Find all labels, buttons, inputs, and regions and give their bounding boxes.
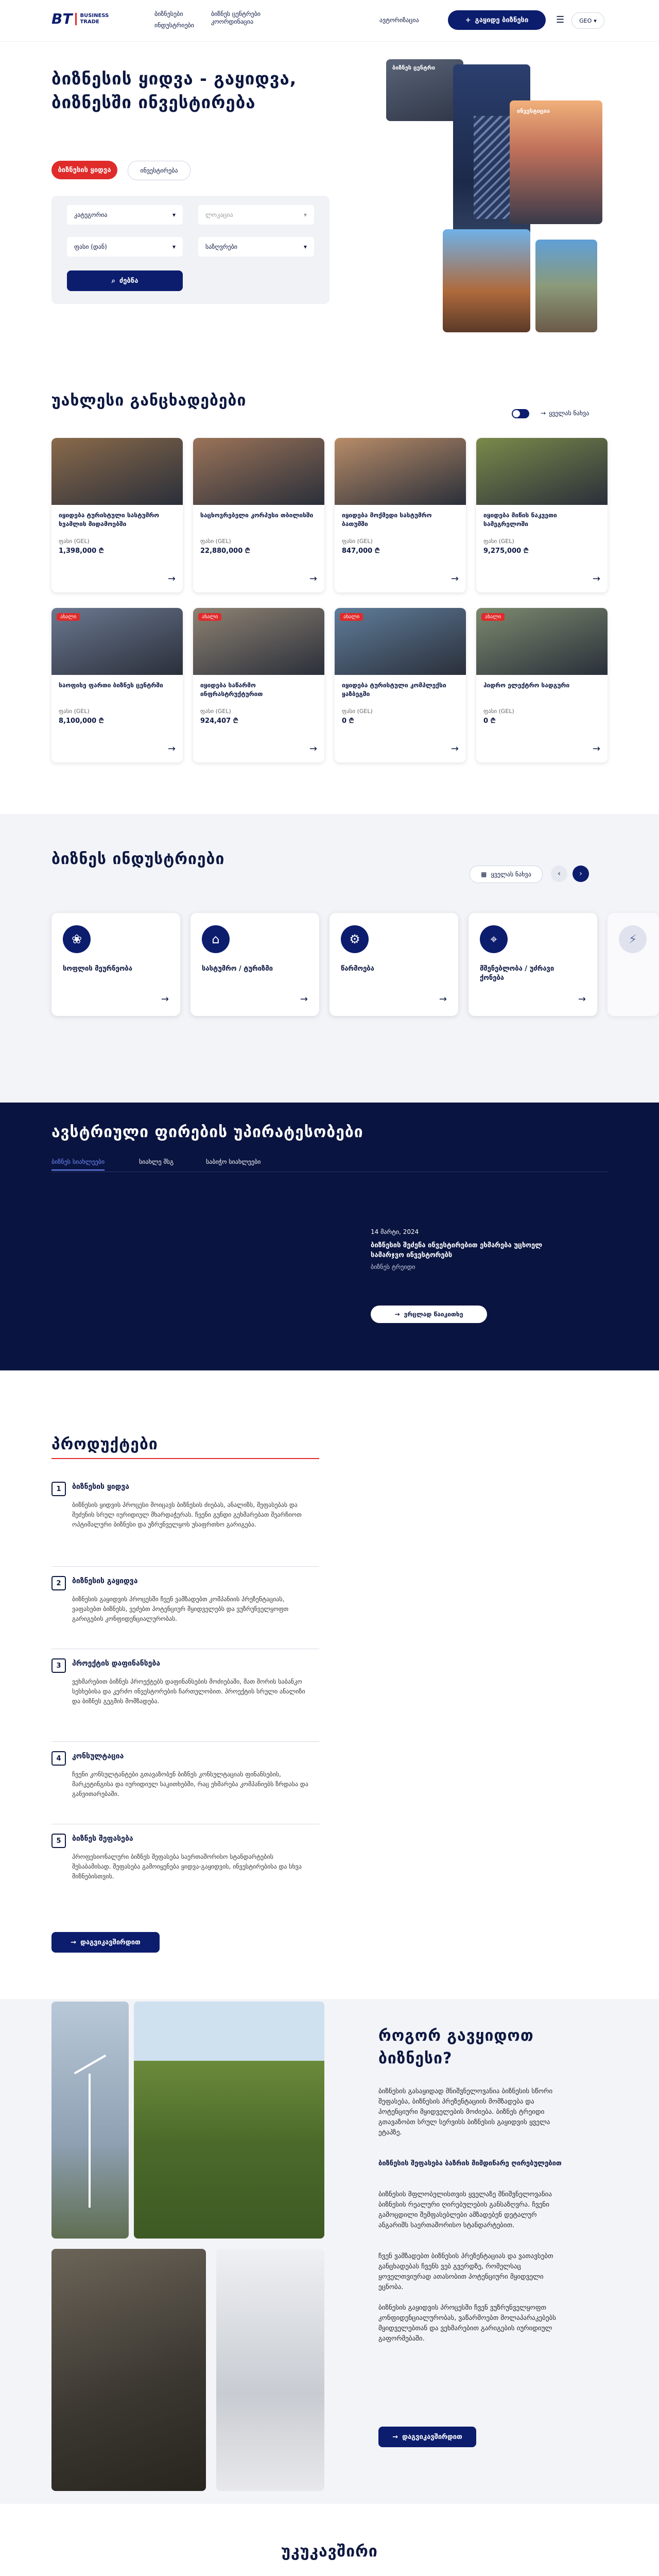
plus-icon: +: [465, 16, 471, 24]
location-icon-glyph: ⌖: [490, 932, 497, 946]
news-read-more[interactable]: [371, 1306, 487, 1323]
filter-location-label: ლოკაცია: [205, 211, 233, 218]
hero-collage: [381, 59, 608, 348]
industry-prev-button[interactable]: ‹: [551, 866, 567, 882]
news-tab-1[interactable]: ბიზნეს სიახლეები: [51, 1158, 105, 1171]
listing-title: იყიდება საწარმო ინფრასტრუქტურით: [200, 682, 263, 698]
listing-price: 0 ₾: [483, 717, 496, 725]
search-label: ძებნა: [119, 277, 138, 285]
tab-invest[interactable]: ინვესტირება: [128, 161, 190, 180]
filter-price-min-label: ფასი (დან): [74, 243, 107, 250]
process-number: 5: [51, 1834, 66, 1848]
login-link[interactable]: ავტორიზაცია: [379, 16, 419, 24]
why-image-vineyard: [134, 2002, 324, 2239]
industry-label: სოფლის მეურნეობა: [63, 965, 132, 973]
factory-icon-glyph: ⚙: [349, 932, 360, 946]
arrow-right-icon[interactable]: →: [439, 994, 447, 1005]
why-p3: ჩვენ ვამზადებთ ბიზნესის პრეზენტაციას და ვათავსებთ განცხადებას ჩვენს ვებ გვერდზე, რომელსაც ყოველთვიურად ათასობით პოტენციური მყიდველი ეცნობა.: [378, 2252, 553, 2291]
leaf-icon-glyph: ❀: [71, 932, 82, 946]
logo-line1: BUSINESS: [80, 12, 109, 19]
news-headline: ბიზნესის შეძენა ინვესტირებით ეხმარება უცხოელ სამარჯვო ინვესტორებს: [371, 1242, 543, 1259]
process-cta-button[interactable]: [51, 1932, 160, 1953]
listing-price: 1,398,000 ₾: [59, 547, 104, 555]
industry-label: მშენებლობა / უძრავი ქონება: [480, 965, 554, 982]
arrow-right-icon: →: [394, 1311, 400, 1318]
why-p1: ბიზნესის გასაყიდად მნიშვნელოვანია ბიზნესის სწორი შეფასება, ბიზნესის პრეზენტაციის მომზადება და პოტენციური მყიდველების მოძიება. ბიზნეს ტრეიდი გთავაზობთ სრულ სერვისს ბიზნესის გაყიდვის ყველა ეტაპზე.: [378, 2088, 553, 2137]
listing-title: იყიდება მოქმედი სასტუმრო ბათუმში: [342, 512, 432, 528]
hero-image-5: [535, 240, 597, 332]
process-item-text: ბიზნესის გაყიდვის პროცესში ჩვენ ვამზადებთ კომპანიის პრეზენტაციას, ვაფასებთ ბიზნესს, ვეძებთ პოტენციურ მყიდველებს და ვუზრუნველყოფთ გარიგების კონფიდენციალურობას.: [72, 1596, 289, 1622]
why-images: [51, 2002, 324, 2491]
listing-title: საცხოვრებელი კორპუსი თბილისში: [200, 512, 314, 519]
listing-price-label: ფასი (GEL): [200, 708, 231, 715]
nav-business-centers[interactable]: [211, 10, 261, 26]
hero-search-panel: [51, 196, 330, 304]
why-p4: ბიზნესის გაყიდვის პროცესში ჩვენ ვუზრუნველყოფთ კონფიდენციალურობას, ვაწარმოებთ მოლაპარაკებებს მყიდველებთან და ვეხმარებით გარიგების იურიდიულ გაფორმებაში.: [378, 2304, 556, 2343]
tab-buy[interactable]: ბიზნესის ყიდვა: [51, 161, 117, 179]
industry-card[interactable]: [190, 913, 319, 1016]
logo-line2: TRADE: [80, 19, 99, 25]
hero-tag-2: ინვესტიცია: [517, 108, 550, 114]
industry-next-button[interactable]: ›: [573, 866, 589, 882]
energy-icon: [619, 925, 647, 953]
logo[interactable]: [51, 10, 109, 27]
industries-title: ბიზნეს ინდუსტრიები: [51, 850, 225, 868]
lang-select[interactable]: [571, 12, 604, 29]
industry-label: სასტუმრო / ტურიზმი: [202, 965, 273, 973]
energy-icon-glyph: ⚡: [628, 932, 637, 946]
process-title: პროდუქტები: [51, 1435, 158, 1453]
factory-icon: [341, 925, 369, 953]
why-image-office: [51, 2249, 206, 2491]
arrow-right-icon[interactable]: →: [592, 573, 600, 584]
listing-badge: ახალი: [57, 613, 80, 621]
hero-image-1: [386, 59, 463, 121]
listing-price-label: ფასი (GEL): [483, 538, 514, 545]
search-icon: ⌕: [111, 277, 115, 285]
listing-card[interactable]: [51, 608, 183, 762]
why-image-wind: [51, 2002, 129, 2239]
hotel-icon-glyph: ⌂: [212, 932, 220, 946]
chevron-down-icon: ▾: [172, 211, 176, 218]
why-title: როგორ გავყიდოთ ბიზნესი?: [378, 2027, 534, 2067]
news-tab-2[interactable]: სიახლე მსგ: [139, 1158, 174, 1165]
industries-view-all[interactable]: [470, 866, 543, 883]
nav-bc-line2: კოორდინაცია: [211, 18, 254, 25]
industry-card[interactable]: [469, 913, 597, 1016]
chevron-down-icon: ▾: [594, 17, 597, 24]
filter-category-label: კატეგორია: [74, 211, 108, 218]
toggle-knob: [513, 410, 520, 417]
listing-price: 0 ₾: [342, 717, 354, 725]
listing-card[interactable]: [193, 438, 324, 592]
menu-icon[interactable]: ☰: [556, 14, 565, 25]
news-read-more-label: ვრცლად წაიკითხე: [404, 1311, 463, 1318]
industry-card[interactable]: [608, 913, 659, 1016]
listing-badge: ახალი: [481, 613, 505, 621]
process-item-text: პროფესიონალური ბიზნეს შეფასება საერთაშორისო სტანდარტების შესაბამისად. შეფასება გამოიყენება ყიდვა-გაყიდვის, ინვესტირებისა და სხვა მიზნებისთვის.: [72, 1853, 302, 1880]
listing-image: [51, 608, 183, 675]
process-item[interactable]: [51, 1472, 319, 1566]
arrow-right-icon[interactable]: →: [167, 573, 176, 584]
why-p2: ბიზნესის მფლობელისთვის ყველაზე მნიშვნელოვანია ბიზნესის რეალური ღირებულების განსაზღვრა. ჩვენი გამოცდილი შემფასებლები ამზადებენ დეტალურ ანგარიშს საერთაშორისო სტანდარტებით.: [378, 2191, 552, 2229]
process-item-text: ჩვენი კონსულტანტები გთავაზობენ ბიზნეს კონსულტაციას ფინანსების, მარკეტინგისა და იურიდიულ საკითხებში, რაც ეხმარება კომპანიებს ზრდასა და განვითარებაში.: [72, 1771, 308, 1798]
listing-card[interactable]: [193, 608, 324, 762]
filter-location[interactable]: [198, 205, 314, 225]
listing-price: 924,407 ₾: [200, 717, 238, 725]
process-item-title: ბიზნესის გაყიდვა: [72, 1577, 138, 1585]
lang-value: GEO: [579, 17, 592, 24]
process-item[interactable]: [51, 1649, 319, 1742]
nav-industries[interactable]: ინდუსტრიები: [154, 22, 194, 29]
latest-title: უახლესი განცხადებები: [51, 392, 247, 410]
process-number: 4: [51, 1751, 66, 1766]
arrow-right-icon[interactable]: →: [450, 573, 459, 584]
chevron-down-icon: ▾: [303, 243, 307, 250]
sell-label: გაყიდე ბიზნესი: [475, 16, 529, 24]
hero-tag-1: ბიზნეს ცენტრი: [392, 64, 436, 71]
listing-title: იყიდება ტურისტული სასტუმრო ხვამლის მიდამოებში: [59, 512, 160, 528]
why-cta-label: დაგვიკავშირდით: [402, 2433, 462, 2441]
process-item[interactable]: [51, 1824, 319, 1907]
arrow-right-icon: →: [71, 1938, 77, 1946]
listing-card[interactable]: [51, 438, 183, 592]
listing-card[interactable]: [476, 438, 608, 592]
news-tab-3[interactable]: საბიჭო სიახლეები: [206, 1158, 261, 1165]
why-p2-title: ბიზნესის შეფასება ბაზრის მიმდინარე ღირებულებით: [378, 2160, 562, 2167]
grid-icon: ▦: [481, 871, 487, 878]
arrow-right-icon: →: [392, 2433, 398, 2441]
listing-title: ჰიდრო ელექტრო სადგური: [483, 682, 570, 689]
process-number: 2: [51, 1576, 66, 1590]
hero-image-4: [443, 229, 530, 332]
logo-bt: BT: [51, 10, 73, 27]
listing-card[interactable]: [335, 438, 466, 592]
testimonials-title: უკუკავშირი: [281, 2543, 378, 2561]
process-number: 3: [51, 1658, 66, 1673]
filter-price-max-label: საზღვრები: [205, 243, 238, 250]
arrow-right-icon[interactable]: →: [592, 743, 600, 754]
location-icon: [480, 925, 508, 953]
listing-image: [193, 608, 324, 675]
search-button[interactable]: [67, 270, 183, 291]
process-item-title: ბიზნესის ყიდვა: [72, 1483, 129, 1491]
process-item-title: ბიზნეს შეფასება: [72, 1835, 133, 1843]
arrow-right-icon[interactable]: →: [309, 573, 317, 584]
latest-see-all-label: ყველას ნახვა: [549, 410, 589, 417]
news-date: 14 მარტი, 2024: [371, 1228, 419, 1235]
arrow-right-icon[interactable]: →: [161, 994, 169, 1005]
process-item-title: კონსულტაცია: [72, 1752, 124, 1760]
hotel-icon: [202, 925, 230, 953]
process-item[interactable]: [51, 1566, 319, 1649]
arrow-right-icon[interactable]: →: [578, 994, 586, 1005]
arrow-right-icon[interactable]: →: [300, 994, 308, 1005]
process-number: 1: [51, 1482, 66, 1496]
process-item-title: პროექტის დაფინანსება: [72, 1659, 161, 1668]
news-title: ავსტრიული ფირების უპირატესობები: [51, 1123, 363, 1141]
process-cta-label: დაგვიკავშირდით: [80, 1938, 141, 1946]
listing-price-label: ფასი (GEL): [59, 538, 90, 545]
why-image-handshake: [216, 2249, 324, 2491]
listing-toggle[interactable]: [512, 409, 529, 418]
news-sub: ბიზნეს ტრეიდი: [371, 1263, 415, 1270]
arrow-right-icon[interactable]: →: [450, 743, 459, 754]
listing-badge: ახალი: [198, 613, 221, 621]
hero-image-3: [510, 100, 602, 224]
nav-businesses[interactable]: ბიზნესები: [154, 10, 183, 18]
arrow-right-icon[interactable]: →: [309, 743, 317, 754]
leaf-icon: [63, 925, 91, 953]
industries-view-all-label: ყველას ნახვა: [491, 871, 531, 878]
filter-category[interactable]: [67, 205, 183, 225]
listing-image: [51, 438, 183, 505]
listing-title: საოფისე ფართი ბიზნეს ცენტრში: [59, 682, 163, 689]
listing-image: [476, 438, 608, 505]
sell-business-button[interactable]: [448, 10, 546, 30]
listing-image: [476, 608, 608, 675]
listing-price-label: ფასი (GEL): [59, 708, 90, 715]
listing-image: [193, 438, 324, 505]
nav-bc-line1: ბიზნეს ცენტრები: [211, 10, 261, 18]
hero-title: ბიზნესის ყიდვა - გაყიდვა, ბიზნესში ინვესტირება: [51, 69, 297, 112]
listing-price: 22,880,000 ₾: [200, 547, 250, 555]
filter-price-max[interactable]: [198, 237, 314, 257]
listing-price: 847,000 ₾: [342, 547, 380, 555]
process-item-text: ბიზნესის ყიდვის პროცესი მოიცავს ბიზნესის ძიებას, ანალიზს, შეფასებას და შეძენის სრულ იურიდიულ მხარდაჭერას. ჩვენი გუნდი გეხმარებათ შეარჩიოთ ოპტიმალური ბიზნესი და უზრუნველყოს უსაფრთხო გარიგება.: [72, 1501, 302, 1528]
industry-card[interactable]: [330, 913, 458, 1016]
listing-title: იყიდება ტურისტული კომპლექსი ყაზბეგში: [342, 682, 446, 698]
header: [0, 0, 659, 42]
listing-price-label: ფასი (GEL): [342, 538, 373, 545]
listing-title: იყიდება მიწის ნაკვეთი სამეგრელოში: [483, 512, 557, 528]
latest-see-all[interactable]: [541, 410, 589, 417]
arrow-right-icon[interactable]: →: [167, 743, 176, 754]
process-title-underline: [51, 1458, 319, 1459]
listing-badge: ახალი: [340, 613, 363, 621]
industry-card[interactable]: [51, 913, 180, 1016]
process-item[interactable]: [51, 1741, 319, 1824]
industry-label: წარმოება: [341, 965, 374, 973]
filter-price-min[interactable]: [67, 237, 183, 257]
listing-price-label: ფასი (GEL): [200, 538, 231, 545]
process-item-text: ვეხმარებით ბიზნეს პროექტებს დაფინანსების მოძიებაში, მათ შორის საბანკო სესხებისა და კერძო ინვესტორების ჩართულობით. პროექტის სრული ანალიზი და ბიზნეს გეგმის მომზადება.: [72, 1678, 305, 1705]
chevron-down-icon: ▾: [303, 211, 307, 218]
listing-price-label: ფასი (GEL): [483, 708, 514, 715]
news-tabs: [51, 1154, 608, 1172]
listing-price-label: ფასი (GEL): [342, 708, 373, 715]
listing-card[interactable]: [476, 608, 608, 762]
listing-price: 8,100,000 ₾: [59, 717, 104, 725]
listing-image: [335, 608, 466, 675]
listing-image: [335, 438, 466, 505]
arrow-right-icon: →: [541, 410, 546, 417]
listing-price: 9,275,000 ₾: [483, 547, 529, 555]
news-image: [51, 1195, 335, 1340]
chevron-down-icon: ▾: [172, 243, 176, 250]
listing-card[interactable]: [335, 608, 466, 762]
why-cta-button[interactable]: [378, 2427, 476, 2447]
